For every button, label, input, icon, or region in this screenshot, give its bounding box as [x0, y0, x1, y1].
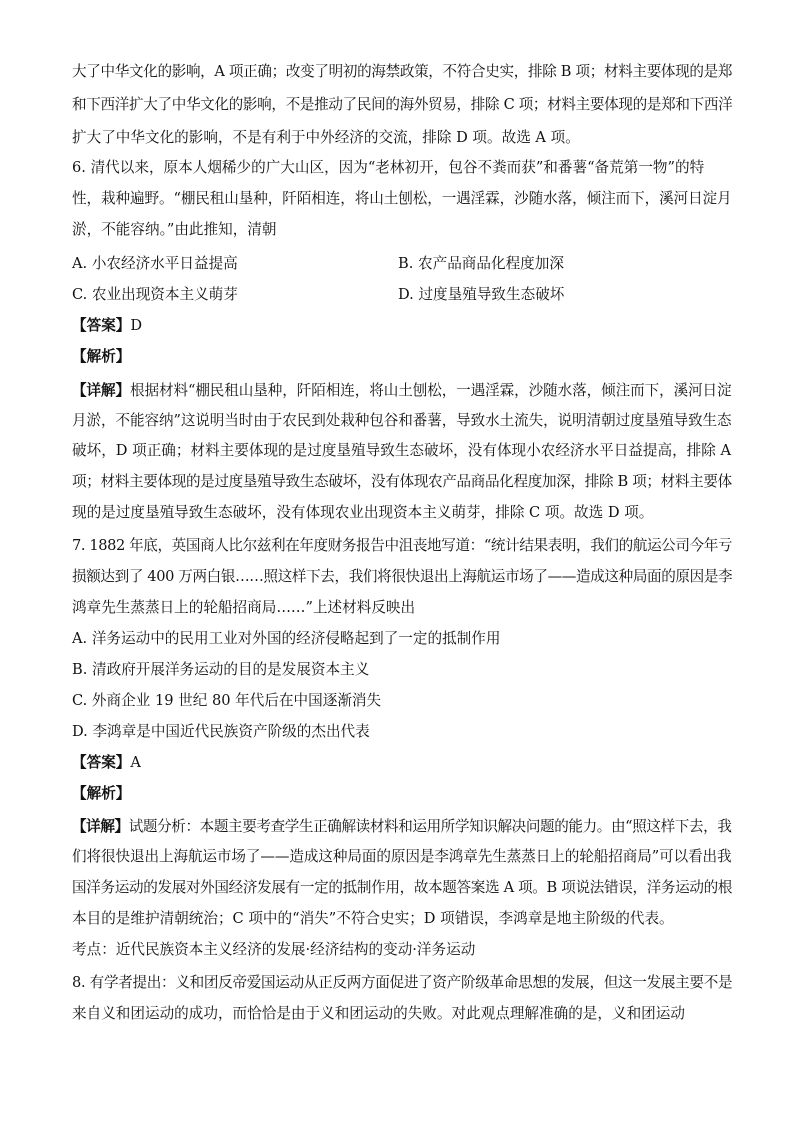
question-6-analysis-heading	[72, 347, 732, 367]
text-line: 大了中华文化的影响，A 项正确；改变了明初的海禁政策，不符合史实，排除 B 项；材料主要体现的是郑	[72, 63, 733, 80]
question-6-stem: 淤，不能容纳。”由此推知，清朝	[72, 221, 277, 238]
analysis-tag: 【解析】	[72, 348, 131, 365]
answer-tag: 【答案】	[72, 317, 131, 334]
analysis-tag: 【解析】	[72, 785, 131, 802]
question-6-option-c: C. 农业出现资本主义萌芽	[72, 286, 238, 303]
question-7-option-c: C. 外商企业 19 世纪 80 年代后在中国逐渐消失	[72, 692, 382, 709]
question-8-stem: 来自义和团运动的成功，而恰恰是由于义和团运动的失败。对此观点理解准确的是，义和团运动	[72, 1005, 685, 1022]
question-7-detail	[72, 817, 730, 837]
question-6-answer	[72, 316, 732, 336]
question-7-analysis-heading	[72, 784, 732, 804]
answer-value: D	[130, 317, 143, 334]
question-6-detail: 月淤，不能容纳”这说明当时由于农民到处栽种包谷和番薯，导致水土流失，说明清朝过度垦殖导致生态	[72, 412, 732, 429]
detail-text: 试题分析：本题主要考查学生正确解读材料和运用所学知识解决问题的能力。由“照这样下去，我	[128, 818, 732, 835]
question-8-stem: 8. 有学者提出：义和团反帝爱国运动从正反两方面促进了资产阶级革命思想的发展，但这一发展主要不是	[72, 974, 733, 991]
detail-text: 根据材料“棚民租山垦种，阡陌相连，将山土刨松，一遇淫霖，沙随水落，倾注而下，溪河日淀	[129, 382, 732, 399]
question-6-stem: 6. 清代以来，原本人烟稀少的广大山区，因为“老林初开，包谷不粪而获”和番薯“备荒第一物”的特	[72, 159, 705, 176]
question-6-option-a: A. 小农经济水平日益提高	[72, 255, 238, 272]
question-7-option-d: D. 李鸿章是中国近代民族资产阶级的杰出代表	[72, 723, 370, 740]
question-6-option-b: B. 农产品商品化程度加深	[398, 255, 564, 272]
answer-value: A	[130, 754, 141, 771]
answer-tag: 【答案】	[72, 754, 131, 771]
question-7-option-b: B. 清政府开展洋务运动的目的是发展资本主义	[72, 661, 370, 678]
question-6-detail	[72, 381, 731, 401]
detail-tag: 【详解】	[72, 818, 129, 835]
question-7-detail: 们将很快退出上海航运市场了——造成这种局面的原因是李鸿章先生蒸蒸日上的轮船招商局”可以看出我	[72, 848, 732, 865]
question-7-detail: 国洋务运动的发展对外国经济发展有一定的抵制作用，故本题答案选 A 项。B 项说法错误，洋务运动的根	[72, 879, 733, 896]
question-7-answer	[72, 753, 732, 773]
question-7-stem: 7. 1882 年底，英国商人比尔兹利在年度财务报告中沮丧地写道：“统计结果表明，我们的航运公司今年亏	[72, 537, 733, 554]
question-7-stem: 损额达到了 400 万两白银……照这样下去，我们将很快退出上海航运市场了——造成这种局面的原因是李	[72, 568, 733, 585]
question-7-option-a: A. 洋务运动中的民用工业对外国的经济侵略起到了一定的抵制作用	[72, 630, 501, 647]
text-line: 扩大了中华文化的影响，不是有利于中外经济的交流，排除 D 项。故选 A 项。	[72, 129, 580, 146]
question-6-detail: 破坏，D 项正确；材料主要体现的是过度垦殖导致生态破坏，没有体现小农经济水平日益提高，排除 A	[72, 442, 732, 459]
question-6-detail: 项；材料主要体现的是过度垦殖导致生态破坏，没有体现农产品商品化程度加深，排除 B 项；材料主要体	[72, 473, 732, 490]
question-6-option-d: D. 过度垦殖导致生态破坏	[398, 286, 565, 303]
question-6-stem: 性，栽种遍野。“棚民租山垦种，阡陌相连，将山土刨松，一遇淫霖，沙随水落，倾注而下，溪河日淀月	[72, 190, 732, 207]
question-7-detail: 本目的是维护清朝统治；C 项中的“消失”不符合史实；D 项错误，李鸿章是地主阶级的代表。	[72, 910, 674, 927]
detail-tag: 【详解】	[72, 382, 130, 399]
question-6-detail: 现的是过度垦殖导致生态破坏，没有体现农业出现资本主义萌芽，排除 C 项。故选 D 项。	[72, 504, 654, 521]
question-7-kaodian: 考点：近代民族资本主义经济的发展·经济结构的变动·洋务运动	[72, 941, 476, 958]
text-line: 和下西洋扩大了中华文化的影响，不是推动了民间的海外贸易，排除 C 项；材料主要体现的是郑和下西洋	[72, 96, 733, 113]
question-7-stem: 鸿章先生蒸蒸日上的轮船招商局……”上述材料反映出	[72, 599, 416, 616]
